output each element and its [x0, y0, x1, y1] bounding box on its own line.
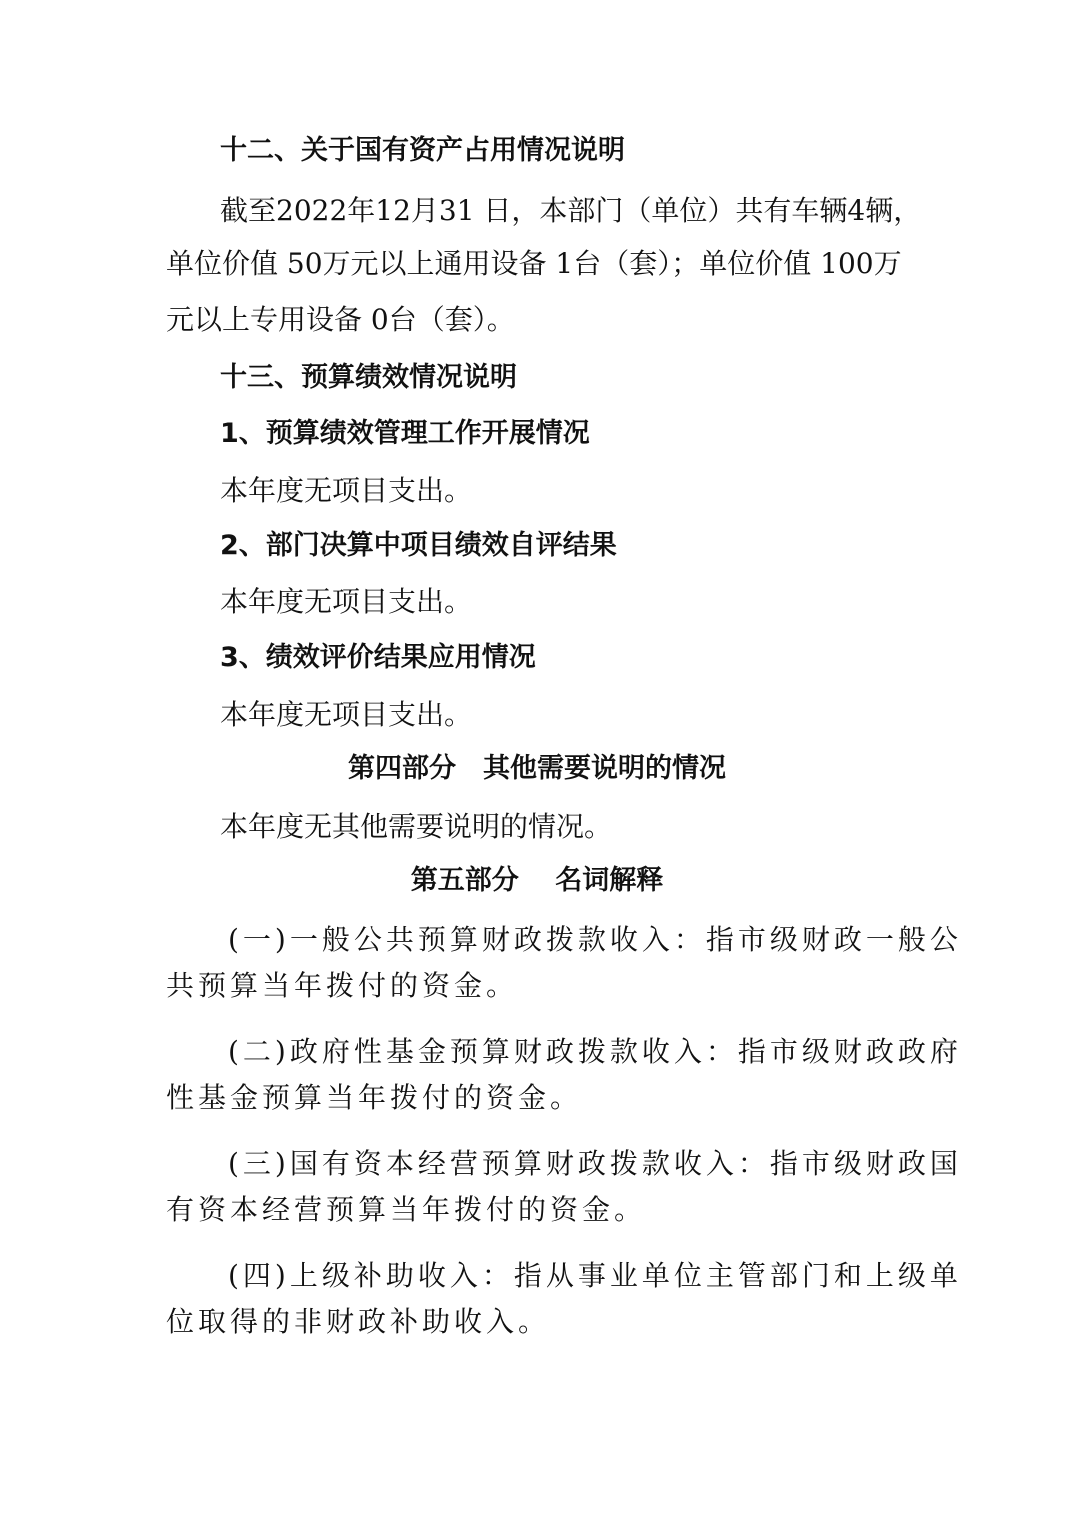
section-13-item-1-title: 1、预算绩效管理工作开展情况 — [220, 418, 590, 449]
part-4-body: 本年度无其他需要说明的情况。 — [220, 810, 613, 843]
section-13-item-3-body: 本年度无项目支出。 — [220, 698, 473, 731]
term-2-line-2: 性基金预算当年拨付的资金。 — [166, 1081, 583, 1114]
section-12-line-2: 单位价值 50万元以上通用设备 1台（套）；单位价值 100万 — [166, 247, 902, 280]
term-1-line-2: 共预算当年拨付的资金。 — [166, 969, 519, 1002]
section-13-item-3-title: 3、绩效评价结果应用情况 — [220, 642, 536, 673]
term-1-line-1: (一)一般公共预算财政拨款收入：指市级财政一般公 — [228, 923, 962, 956]
section-13-item-2-title: 2、部门决算中项目绩效自评结果 — [220, 530, 617, 561]
term-4-line-1: (四)上级补助收入：指从事业单位主管部门和上级单 — [228, 1259, 962, 1292]
section-13-item-1-body: 本年度无项目支出。 — [220, 474, 473, 507]
section-13-item-2-body: 本年度无项目支出。 — [220, 585, 473, 618]
term-2-line-1: (二)政府性基金预算财政拨款收入：指市级财政政府 — [228, 1035, 962, 1068]
part-5-heading: 第五部分 名词解释 — [410, 865, 664, 896]
section-12-line-3: 元以上专用设备 0台（套）。 — [166, 303, 515, 336]
term-3-line-1: (三)国有资本经营预算财政拨款收入：指市级财政国 — [228, 1147, 962, 1180]
section-12-line-1: 截至2022年12月31 日，本部门（单位）共有车辆4辆， — [220, 194, 922, 227]
section-13-heading: 十三、预算绩效情况说明 — [220, 362, 517, 393]
section-12-heading: 十二、关于国有资产占用情况说明 — [220, 135, 625, 166]
term-3-line-2: 有资本经营预算当年拨付的资金。 — [166, 1193, 647, 1226]
part-4-heading: 第四部分 其他需要说明的情况 — [348, 753, 726, 784]
term-4-line-2: 位取得的非财政补助收入。 — [166, 1305, 551, 1338]
